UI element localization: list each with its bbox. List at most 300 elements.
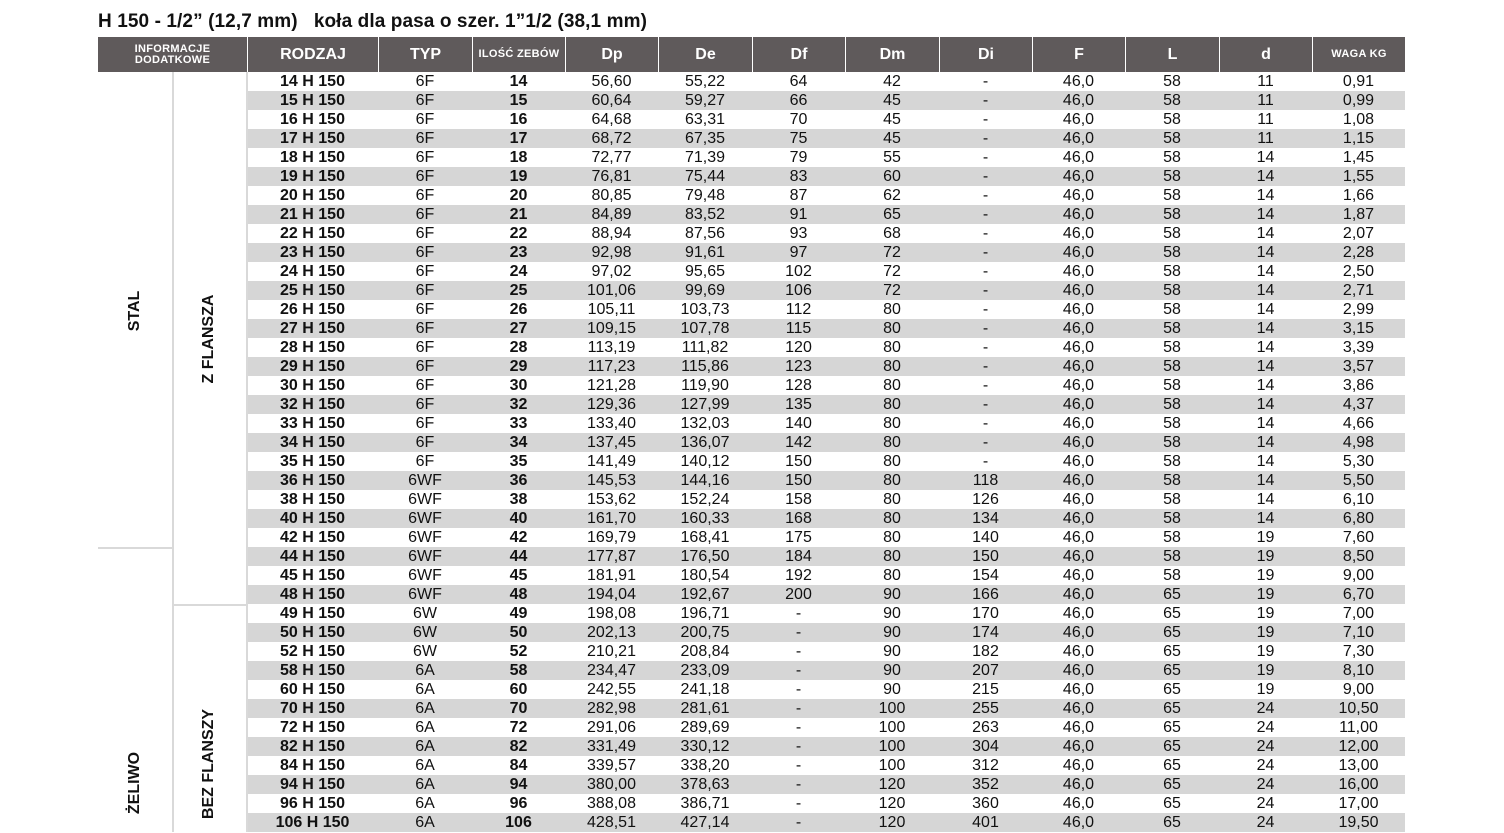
cell-f: 46,0 — [1062, 757, 1095, 774]
cell-dp: 133,40 — [587, 415, 636, 432]
cell-f: 46,0 — [1062, 415, 1095, 432]
cell-waga: 12,00 — [1338, 738, 1379, 755]
cell-l: 65 — [1163, 643, 1181, 660]
cell-dm: 100 — [878, 719, 906, 736]
cell-df: - — [795, 719, 802, 736]
cell-l: 58 — [1163, 567, 1181, 584]
cell-dp: 282,98 — [587, 700, 636, 717]
cell-ilosc-zebow: 19 — [509, 168, 528, 185]
cell-f: 46,0 — [1062, 643, 1095, 660]
cell-waga: 1,55 — [1342, 168, 1375, 185]
cell-waga: 3,86 — [1342, 377, 1375, 394]
cell-d: 14 — [1256, 377, 1275, 394]
cell-ilosc-zebow: 60 — [509, 681, 528, 698]
cell-dm: 45 — [883, 111, 901, 128]
cell-waga: 10,50 — [1338, 700, 1379, 717]
header-de: De — [658, 37, 752, 72]
cell-typ: 6WF — [408, 510, 442, 527]
cell-typ: 6F — [415, 396, 435, 413]
cell-de: 63,31 — [684, 111, 726, 128]
cell-l: 58 — [1163, 415, 1181, 432]
cell-de: 79,48 — [684, 187, 726, 204]
cell-d: 14 — [1256, 396, 1275, 413]
cell-di: 150 — [972, 548, 999, 565]
cell-rodzaj: 28 H 150 — [280, 339, 345, 356]
cell-df: 115 — [785, 320, 812, 337]
cell-de: 160,33 — [680, 510, 730, 527]
cell-dp: 388,08 — [587, 795, 636, 812]
cell-f: 46,0 — [1062, 339, 1095, 356]
cell-de: 103,73 — [680, 301, 730, 318]
cell-ilosc-zebow: 21 — [509, 206, 528, 223]
cell-ilosc-zebow: 25 — [509, 282, 528, 299]
cell-df: - — [795, 700, 802, 717]
cell-de: 83,52 — [684, 206, 726, 223]
cell-dm: 60 — [883, 168, 901, 185]
cell-rodzaj: 82 H 150 — [280, 738, 345, 755]
cell-df: 168 — [785, 510, 812, 527]
cell-f: 46,0 — [1062, 73, 1095, 90]
cell-dp: 68,72 — [591, 130, 632, 147]
cell-de: 427,14 — [680, 814, 730, 831]
cell-dp: 242,55 — [587, 681, 636, 698]
table-row — [247, 775, 1405, 794]
table-row — [247, 338, 1405, 357]
cell-rodzaj: 26 H 150 — [280, 301, 345, 318]
cell-waga: 9,00 — [1342, 567, 1375, 584]
table-row — [247, 262, 1405, 281]
cell-typ: 6F — [415, 168, 435, 185]
cell-df: 66 — [789, 92, 808, 109]
cell-waga: 4,66 — [1342, 415, 1375, 432]
cell-dp: 177,87 — [587, 548, 636, 565]
cell-de: 152,24 — [680, 491, 730, 508]
table-row — [247, 718, 1405, 737]
cell-df: 135 — [785, 396, 812, 413]
cell-typ: 6A — [415, 719, 435, 736]
cell-f: 46,0 — [1062, 681, 1095, 698]
cell-dp: 64,68 — [591, 111, 632, 128]
cell-de: 75,44 — [684, 168, 726, 185]
cell-dp: 109,15 — [587, 320, 636, 337]
cell-f: 46,0 — [1062, 282, 1095, 299]
cell-typ: 6F — [415, 73, 435, 90]
header-l: L — [1125, 37, 1219, 72]
cell-df: - — [795, 681, 802, 698]
cell-dm: 80 — [883, 320, 901, 337]
cell-dm: 80 — [883, 548, 901, 565]
cell-ilosc-zebow: 24 — [509, 263, 528, 280]
cell-typ: 6WF — [408, 548, 442, 565]
cell-ilosc-zebow: 28 — [509, 339, 528, 356]
cell-typ: 6WF — [408, 586, 442, 603]
cell-dp: 72,77 — [591, 149, 632, 166]
cell-d: 11 — [1257, 111, 1274, 128]
cell-rodzaj: 23 H 150 — [280, 244, 345, 261]
cell-waga: 8,50 — [1342, 548, 1375, 565]
header-typ: TYP — [378, 37, 472, 72]
cell-d: 19 — [1256, 586, 1275, 603]
cell-dp: 153,62 — [587, 491, 636, 508]
cell-typ: 6F — [415, 434, 435, 451]
cell-di: - — [982, 225, 989, 242]
cell-waga: 4,37 — [1342, 396, 1375, 413]
cell-rodzaj: 30 H 150 — [280, 377, 345, 394]
cell-dm: 90 — [883, 662, 901, 679]
cell-f: 46,0 — [1062, 776, 1095, 793]
cell-f: 46,0 — [1062, 187, 1095, 204]
cell-d: 24 — [1256, 719, 1275, 736]
cell-l: 58 — [1163, 111, 1181, 128]
cell-ilosc-zebow: 49 — [509, 605, 528, 622]
cell-f: 46,0 — [1062, 92, 1095, 109]
cell-di: - — [982, 377, 989, 394]
cell-dm: 100 — [878, 757, 906, 774]
cell-waga: 5,50 — [1342, 472, 1375, 489]
cell-rodzaj: 94 H 150 — [280, 776, 345, 793]
cell-dp: 202,13 — [587, 624, 636, 641]
table-row — [247, 129, 1405, 148]
cell-waga: 9,00 — [1342, 681, 1375, 698]
cell-ilosc-zebow: 40 — [509, 510, 528, 527]
table-row — [247, 490, 1405, 509]
cell-di: 134 — [972, 510, 999, 527]
cell-dp: 117,23 — [587, 358, 636, 375]
cell-dm: 90 — [883, 681, 901, 698]
cell-df: 112 — [785, 301, 812, 318]
cell-waga: 17,00 — [1338, 795, 1379, 812]
header-ilosc-zebow: ILOŚĆ ZEBÓW — [472, 37, 565, 72]
cell-dm: 90 — [883, 643, 901, 660]
cell-di: - — [982, 92, 989, 109]
cell-typ: 6F — [415, 206, 435, 223]
cell-waga: 1,15 — [1342, 130, 1375, 147]
cell-f: 46,0 — [1062, 795, 1095, 812]
cell-d: 11 — [1257, 92, 1274, 109]
cell-f: 46,0 — [1062, 586, 1095, 603]
cell-de: 176,50 — [680, 548, 730, 565]
cell-df: - — [795, 605, 802, 622]
table-row — [247, 642, 1405, 661]
cell-ilosc-zebow: 106 — [505, 814, 532, 831]
table-row — [247, 72, 1405, 91]
cell-rodzaj: 17 H 150 — [280, 130, 345, 147]
cell-typ: 6F — [415, 453, 435, 470]
cell-rodzaj: 49 H 150 — [280, 605, 345, 622]
cell-rodzaj: 106 H 150 — [275, 814, 350, 831]
cell-typ: 6WF — [408, 491, 442, 508]
cell-di: 170 — [972, 605, 999, 622]
cell-typ: 6A — [415, 757, 435, 774]
cell-typ: 6F — [415, 358, 435, 375]
cell-d: 14 — [1256, 244, 1275, 261]
cell-f: 46,0 — [1062, 301, 1095, 318]
cell-dp: 105,11 — [587, 301, 636, 318]
cell-d: 14 — [1256, 187, 1275, 204]
cell-dm: 80 — [883, 377, 901, 394]
cell-ilosc-zebow: 35 — [509, 453, 528, 470]
cell-dm: 120 — [878, 814, 906, 831]
cell-de: 99,69 — [684, 282, 726, 299]
flange-label-without: BEZ FLANSZY — [200, 708, 217, 820]
header-df: Df — [752, 37, 845, 72]
cell-f: 46,0 — [1062, 206, 1095, 223]
cell-l: 58 — [1163, 358, 1181, 375]
cell-f: 46,0 — [1062, 396, 1095, 413]
cell-de: 192,67 — [680, 586, 730, 603]
cell-d: 24 — [1256, 700, 1275, 717]
cell-dp: 169,79 — [587, 529, 636, 546]
cell-waga: 2,71 — [1342, 282, 1375, 299]
cell-dm: 72 — [883, 282, 901, 299]
material-divider — [98, 547, 172, 549]
cell-df: 64 — [789, 73, 808, 90]
cell-ilosc-zebow: 36 — [509, 472, 528, 489]
cell-dm: 68 — [883, 225, 901, 242]
cell-f: 46,0 — [1062, 567, 1095, 584]
cell-di: - — [982, 111, 989, 128]
cell-dp: 331,49 — [587, 738, 636, 755]
cell-d: 19 — [1256, 643, 1275, 660]
cell-rodzaj: 33 H 150 — [280, 415, 345, 432]
cell-l: 58 — [1163, 529, 1181, 546]
cell-l: 65 — [1163, 624, 1181, 641]
cell-waga: 2,28 — [1342, 244, 1375, 261]
cell-df: 70 — [789, 111, 808, 128]
cell-waga: 13,00 — [1338, 757, 1379, 774]
cell-f: 46,0 — [1062, 719, 1095, 736]
cell-de: 180,54 — [680, 567, 730, 584]
cell-l: 58 — [1163, 92, 1181, 109]
cell-di: 118 — [972, 472, 999, 489]
cell-ilosc-zebow: 45 — [509, 567, 528, 584]
cell-typ: 6WF — [408, 529, 442, 546]
cell-d: 14 — [1256, 453, 1275, 470]
cell-waga: 11,00 — [1339, 719, 1378, 736]
cell-dm: 55 — [883, 149, 901, 166]
cell-d: 14 — [1256, 225, 1275, 242]
cell-ilosc-zebow: 23 — [509, 244, 528, 261]
cell-d: 19 — [1256, 662, 1275, 679]
table-row — [247, 414, 1405, 433]
cell-typ: 6F — [415, 263, 435, 280]
cell-de: 196,71 — [680, 605, 730, 622]
cell-ilosc-zebow: 17 — [509, 130, 528, 147]
cell-di: 360 — [972, 795, 999, 812]
cell-df: 158 — [785, 491, 812, 508]
cell-l: 58 — [1163, 434, 1181, 451]
cell-dp: 198,08 — [587, 605, 636, 622]
cell-df: - — [795, 776, 802, 793]
cell-l: 58 — [1163, 263, 1181, 280]
cell-de: 281,61 — [680, 700, 730, 717]
cell-l: 58 — [1163, 491, 1181, 508]
cell-rodzaj: 16 H 150 — [280, 111, 345, 128]
cell-dm: 65 — [883, 206, 901, 223]
cell-dp: 234,47 — [587, 662, 636, 679]
cell-l: 58 — [1163, 73, 1181, 90]
cell-typ: 6F — [415, 415, 435, 432]
cell-rodzaj: 21 H 150 — [280, 206, 345, 223]
cell-d: 19 — [1256, 529, 1275, 546]
flange-divider — [172, 604, 246, 606]
cell-df: 192 — [785, 567, 812, 584]
table-row — [247, 528, 1405, 547]
cell-de: 119,90 — [681, 377, 729, 394]
cell-dm: 42 — [883, 73, 901, 90]
cell-rodzaj: 70 H 150 — [280, 700, 345, 717]
cell-df: 102 — [785, 263, 812, 280]
cell-di: - — [982, 168, 989, 185]
cell-ilosc-zebow: 58 — [509, 662, 528, 679]
cell-ilosc-zebow: 22 — [509, 225, 528, 242]
table-row — [247, 281, 1405, 300]
cell-d: 14 — [1256, 301, 1275, 318]
cell-f: 46,0 — [1062, 510, 1095, 527]
cell-di: 154 — [972, 567, 999, 584]
cell-ilosc-zebow: 72 — [509, 719, 528, 736]
cell-di: 263 — [972, 719, 999, 736]
cell-dp: 101,06 — [587, 282, 636, 299]
cell-df: 142 — [785, 434, 812, 451]
cell-waga: 2,99 — [1342, 301, 1375, 318]
cell-typ: 6F — [415, 244, 435, 261]
cell-dm: 120 — [878, 776, 906, 793]
cell-di: - — [982, 434, 989, 451]
cell-de: 87,56 — [684, 225, 726, 242]
cell-l: 58 — [1163, 453, 1181, 470]
cell-d: 14 — [1256, 415, 1275, 432]
cell-d: 24 — [1256, 776, 1275, 793]
cell-de: 330,12 — [680, 738, 730, 755]
cell-di: 312 — [972, 757, 999, 774]
cell-dp: 210,21 — [587, 643, 636, 660]
cell-de: 386,71 — [680, 795, 730, 812]
cell-dp: 291,06 — [587, 719, 636, 736]
cell-f: 46,0 — [1062, 377, 1095, 394]
cell-f: 46,0 — [1062, 662, 1095, 679]
cell-rodzaj: 84 H 150 — [280, 757, 345, 774]
cell-d: 14 — [1256, 263, 1275, 280]
cell-dp: 137,45 — [587, 434, 636, 451]
cell-de: 378,63 — [680, 776, 730, 793]
cell-typ: 6WF — [408, 567, 442, 584]
cell-di: 182 — [972, 643, 999, 660]
cell-rodzaj: 25 H 150 — [280, 282, 345, 299]
cell-l: 65 — [1163, 719, 1181, 736]
table-row — [247, 566, 1405, 585]
cell-typ: 6WF — [408, 472, 442, 489]
cell-dp: 80,85 — [591, 187, 632, 204]
cell-de: 132,03 — [680, 415, 730, 432]
table-row — [247, 699, 1405, 718]
cell-dp: 121,28 — [587, 377, 636, 394]
cell-dm: 45 — [883, 130, 901, 147]
cell-rodzaj: 27 H 150 — [280, 320, 345, 337]
cell-waga: 4,98 — [1342, 434, 1375, 451]
cell-l: 58 — [1163, 377, 1181, 394]
cell-de: 115,86 — [681, 358, 729, 375]
table-row — [247, 813, 1405, 832]
cell-rodzaj: 32 H 150 — [280, 396, 345, 413]
cell-de: 91,61 — [684, 244, 726, 261]
table-row — [247, 91, 1405, 110]
cell-rodzaj: 20 H 150 — [280, 187, 345, 204]
table-row — [247, 186, 1405, 205]
cell-l: 58 — [1163, 282, 1181, 299]
cell-di: - — [982, 282, 989, 299]
cell-df: 150 — [785, 453, 812, 470]
table-row — [247, 376, 1405, 395]
cell-waga: 7,10 — [1342, 624, 1375, 641]
cell-rodzaj: 58 H 150 — [280, 662, 345, 679]
cell-typ: 6A — [415, 681, 435, 698]
cell-d: 19 — [1256, 681, 1275, 698]
cell-dm: 45 — [883, 92, 901, 109]
cell-de: 59,27 — [684, 92, 726, 109]
cell-dp: 141,49 — [587, 453, 636, 470]
cell-d: 24 — [1256, 795, 1275, 812]
cell-rodzaj: 24 H 150 — [280, 263, 345, 280]
cell-f: 46,0 — [1062, 700, 1095, 717]
cell-l: 65 — [1163, 795, 1181, 812]
cell-typ: 6A — [415, 795, 435, 812]
table-row — [247, 433, 1405, 452]
cell-di: - — [982, 453, 989, 470]
cell-di: - — [982, 149, 989, 166]
table-row — [247, 110, 1405, 129]
cell-typ: 6W — [413, 605, 437, 622]
cell-de: 111,82 — [681, 339, 729, 356]
cell-di: 174 — [972, 624, 999, 641]
cell-d: 24 — [1256, 814, 1275, 831]
cell-dm: 80 — [883, 415, 901, 432]
cell-ilosc-zebow: 32 — [509, 396, 528, 413]
cell-l: 58 — [1163, 149, 1181, 166]
table-row — [247, 604, 1405, 623]
cell-waga: 7,60 — [1342, 529, 1375, 546]
cell-de: 144,16 — [680, 472, 730, 489]
cell-d: 11 — [1257, 73, 1274, 90]
cell-df: 120 — [785, 339, 812, 356]
cell-di: 352 — [972, 776, 999, 793]
header-di: Di — [939, 37, 1032, 72]
cell-l: 58 — [1163, 206, 1181, 223]
cell-di: 126 — [972, 491, 999, 508]
table-row — [247, 224, 1405, 243]
cell-df: 106 — [785, 282, 812, 299]
cell-rodzaj: 44 H 150 — [280, 548, 345, 565]
cell-l: 65 — [1163, 776, 1181, 793]
header-f: F — [1032, 37, 1125, 72]
cell-rodzaj: 48 H 150 — [280, 586, 345, 603]
cell-typ: 6F — [415, 282, 435, 299]
cell-waga: 2,07 — [1342, 225, 1375, 242]
cell-d: 19 — [1256, 567, 1275, 584]
cell-ilosc-zebow: 18 — [509, 149, 528, 166]
cell-df: - — [795, 738, 802, 755]
cell-typ: 6F — [415, 111, 435, 128]
cell-de: 208,84 — [680, 643, 730, 660]
cell-rodzaj: 45 H 150 — [280, 567, 345, 584]
cell-typ: 6A — [415, 776, 435, 793]
cell-l: 65 — [1163, 757, 1181, 774]
cell-dp: 84,89 — [591, 206, 632, 223]
cell-di: 255 — [972, 700, 999, 717]
cell-d: 14 — [1256, 206, 1275, 223]
cell-l: 65 — [1163, 586, 1181, 603]
cell-rodzaj: 52 H 150 — [280, 643, 345, 660]
